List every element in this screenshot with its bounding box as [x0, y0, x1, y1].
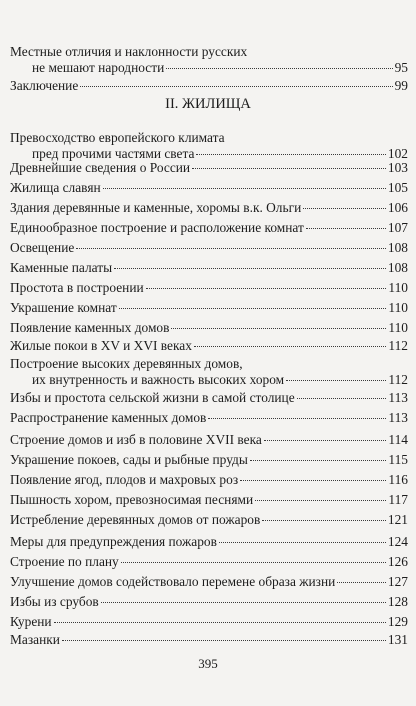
toc-entry-title: Избы из срубов — [10, 594, 99, 609]
toc-entry-last-line — [10, 512, 408, 528]
toc-entry-last-line — [10, 372, 408, 388]
dot-leader — [219, 542, 386, 543]
toc-entry-page: 112 — [388, 338, 408, 353]
dot-leader — [76, 248, 386, 249]
toc-entry-title: пред прочими частями света — [32, 146, 195, 161]
toc-entry[interactable] — [10, 180, 408, 196]
dot-leader — [286, 380, 386, 381]
section-heading: II. ЖИЛИЩА — [165, 96, 251, 112]
toc-entry-title: Заключение — [10, 78, 79, 93]
toc-entry-page: 128 — [387, 594, 408, 609]
toc-entry-title: Строение по плану — [10, 554, 119, 569]
toc-entry-title: Меры для предупреждения пожаров — [10, 534, 217, 549]
dot-leader — [240, 480, 386, 481]
toc-entry-last-line — [10, 300, 408, 316]
toc-entry-page: 112 — [388, 372, 408, 387]
toc-entry-title: Появление ягод, плодов и махровых роз — [10, 472, 239, 487]
dot-leader — [255, 500, 386, 501]
dot-leader — [101, 602, 386, 603]
toc-entry-last-line — [10, 472, 408, 488]
dot-leader — [192, 168, 386, 169]
toc-entry-page: 131 — [387, 632, 408, 647]
toc-entry-title: Курени — [10, 614, 52, 629]
dot-leader — [171, 328, 386, 329]
toc-entry[interactable] — [10, 44, 408, 76]
toc-entry[interactable] — [10, 160, 408, 176]
toc-entry-title: Простота в построении — [10, 280, 144, 295]
dot-leader — [80, 86, 392, 87]
toc-entry-page: 114 — [388, 432, 408, 447]
toc-entry-page: 102 — [387, 146, 408, 161]
dot-leader — [146, 288, 387, 289]
toc-entry-title: Избы и простота сельской жизни в самой столице — [10, 390, 295, 405]
toc-entry-line: Местные отличия и наклонности русских — [10, 44, 248, 59]
dot-leader — [264, 440, 387, 441]
toc-entry-page: 110 — [388, 300, 408, 315]
toc-entry-page: 124 — [387, 534, 408, 549]
dot-leader — [262, 520, 386, 521]
toc-entry-title: Пышность хором, превозносимая песнями — [10, 492, 254, 507]
toc-entry-last-line — [10, 200, 408, 216]
toc-entry[interactable] — [10, 280, 408, 296]
toc-entry-page: 115 — [388, 452, 408, 467]
toc-entry-last-line — [10, 320, 408, 336]
toc-entry[interactable] — [10, 260, 408, 276]
toc-entry-page: 129 — [387, 614, 408, 629]
dot-leader — [114, 268, 386, 269]
toc-entry-page: 103 — [387, 160, 408, 175]
toc-entry[interactable] — [10, 472, 408, 488]
toc-entry-last-line — [10, 594, 408, 610]
toc-entry-title: Распространение каменных домов — [10, 410, 207, 425]
toc-entry[interactable] — [10, 240, 408, 256]
dot-leader — [306, 228, 386, 229]
toc-entry-last-line — [10, 574, 408, 590]
toc-entry[interactable] — [10, 320, 408, 336]
toc-entry-last-line — [10, 220, 408, 236]
toc-entry[interactable] — [10, 338, 408, 354]
dot-leader — [54, 622, 386, 623]
toc-entry-page: 108 — [387, 260, 408, 275]
toc-entry-title: Украшение комнат — [10, 300, 117, 315]
dot-leader — [121, 562, 386, 563]
toc-entry-last-line — [10, 280, 408, 296]
dot-leader — [166, 68, 392, 69]
toc-entry[interactable] — [10, 492, 408, 508]
toc-entry-page: 121 — [387, 512, 408, 527]
toc-entry[interactable] — [10, 78, 408, 94]
toc-entry-last-line — [10, 60, 408, 76]
toc-entry-page: 110 — [388, 280, 408, 295]
toc-entry-last-line — [10, 452, 408, 468]
toc-entry-title: Древнейшие сведения о России — [10, 160, 191, 175]
toc-entry-page: 95 — [394, 60, 408, 75]
toc-entry[interactable] — [10, 452, 408, 468]
toc-entry-title: Жилища славян — [10, 180, 101, 195]
toc-entry-line: Построение высоких деревянных домов, — [10, 356, 243, 371]
toc-entry-page: 117 — [388, 492, 408, 507]
dot-leader — [297, 398, 387, 399]
toc-entry-title: Украшение покоев, сады и рыбные пруды — [10, 452, 248, 467]
toc-entry-title: Улучшение домов содействовало перемене образа жизни — [10, 574, 336, 589]
toc-entry-title: Единообразное построение и расположение комнат — [10, 220, 304, 235]
toc-entry-title: их внутренность и важность высоких хором — [32, 372, 285, 387]
toc-entry-last-line — [10, 554, 408, 570]
toc-entry-line: Превосходство европейского климата — [10, 130, 225, 145]
toc-entry-last-line — [10, 432, 408, 448]
toc-entry-page: 113 — [388, 390, 408, 405]
toc-entry-page: 105 — [387, 180, 408, 195]
toc-entry-last-line — [10, 534, 408, 550]
toc-entry[interactable] — [10, 614, 408, 630]
toc-entry-page: 126 — [387, 554, 408, 569]
toc-entry-last-line — [10, 410, 408, 426]
toc-entry[interactable] — [10, 410, 408, 426]
toc-entry-last-line — [10, 632, 408, 648]
toc-entry-title: не мешают народности — [32, 60, 165, 75]
toc-entry-last-line — [10, 240, 408, 256]
toc-entry-page: 116 — [388, 472, 408, 487]
toc-entry[interactable] — [10, 300, 408, 316]
toc-entry[interactable] — [10, 220, 408, 236]
toc-entry-title: Здания деревянные и каменные, хоромы в.к. Ольги — [10, 200, 302, 215]
toc-entry-last-line — [10, 614, 408, 630]
dot-leader — [196, 154, 385, 155]
toc-entry[interactable] — [10, 574, 408, 590]
toc-entry-title: Истребление деревянных домов от пожаров — [10, 512, 261, 527]
toc-entry-last-line — [10, 492, 408, 508]
toc-entry-last-line — [10, 260, 408, 276]
toc-entry-last-line — [10, 180, 408, 196]
dot-leader — [103, 188, 386, 189]
dot-leader — [62, 640, 386, 641]
dot-leader — [194, 346, 386, 347]
toc-entry-last-line — [10, 390, 408, 406]
toc-entry[interactable] — [10, 356, 408, 388]
toc-entry-title: Освещение — [10, 240, 75, 255]
toc-entry-page: 113 — [388, 410, 408, 425]
toc-entry[interactable] — [10, 632, 408, 648]
toc-entry-page: 106 — [387, 200, 408, 215]
toc-entry-page: 99 — [394, 78, 408, 93]
toc-entry-page: 110 — [388, 320, 408, 335]
toc-entry-title: Мазанки — [10, 632, 60, 647]
toc-entry-title: Строение домов и изб в половине XVII века — [10, 432, 262, 447]
toc-entry[interactable] — [10, 512, 408, 528]
toc-entry[interactable] — [10, 554, 408, 570]
toc-entry-last-line — [10, 338, 408, 354]
toc-entry-page: 127 — [387, 574, 408, 589]
toc-entry-page: 107 — [387, 220, 408, 235]
dot-leader — [337, 582, 386, 583]
dot-leader — [208, 418, 386, 419]
toc-entry-last-line — [10, 78, 408, 94]
toc-entry[interactable] — [10, 432, 408, 448]
toc-entry-title: Каменные палаты — [10, 260, 113, 275]
toc-entry-title: Появление каменных домов — [10, 320, 170, 335]
page-number: 395 — [198, 656, 218, 671]
dot-leader — [119, 308, 387, 309]
toc-entry-title: Жилые покои в XV и XVI веках — [10, 338, 192, 353]
toc-entry[interactable] — [10, 130, 408, 162]
toc-entry[interactable] — [10, 390, 408, 406]
dot-leader — [250, 460, 387, 461]
toc-entry-last-line — [10, 160, 408, 176]
toc-entry-page: 108 — [387, 240, 408, 255]
toc-entry[interactable] — [10, 594, 408, 610]
toc-entry[interactable] — [10, 534, 408, 550]
dot-leader — [303, 208, 386, 209]
toc-entry[interactable] — [10, 200, 408, 216]
